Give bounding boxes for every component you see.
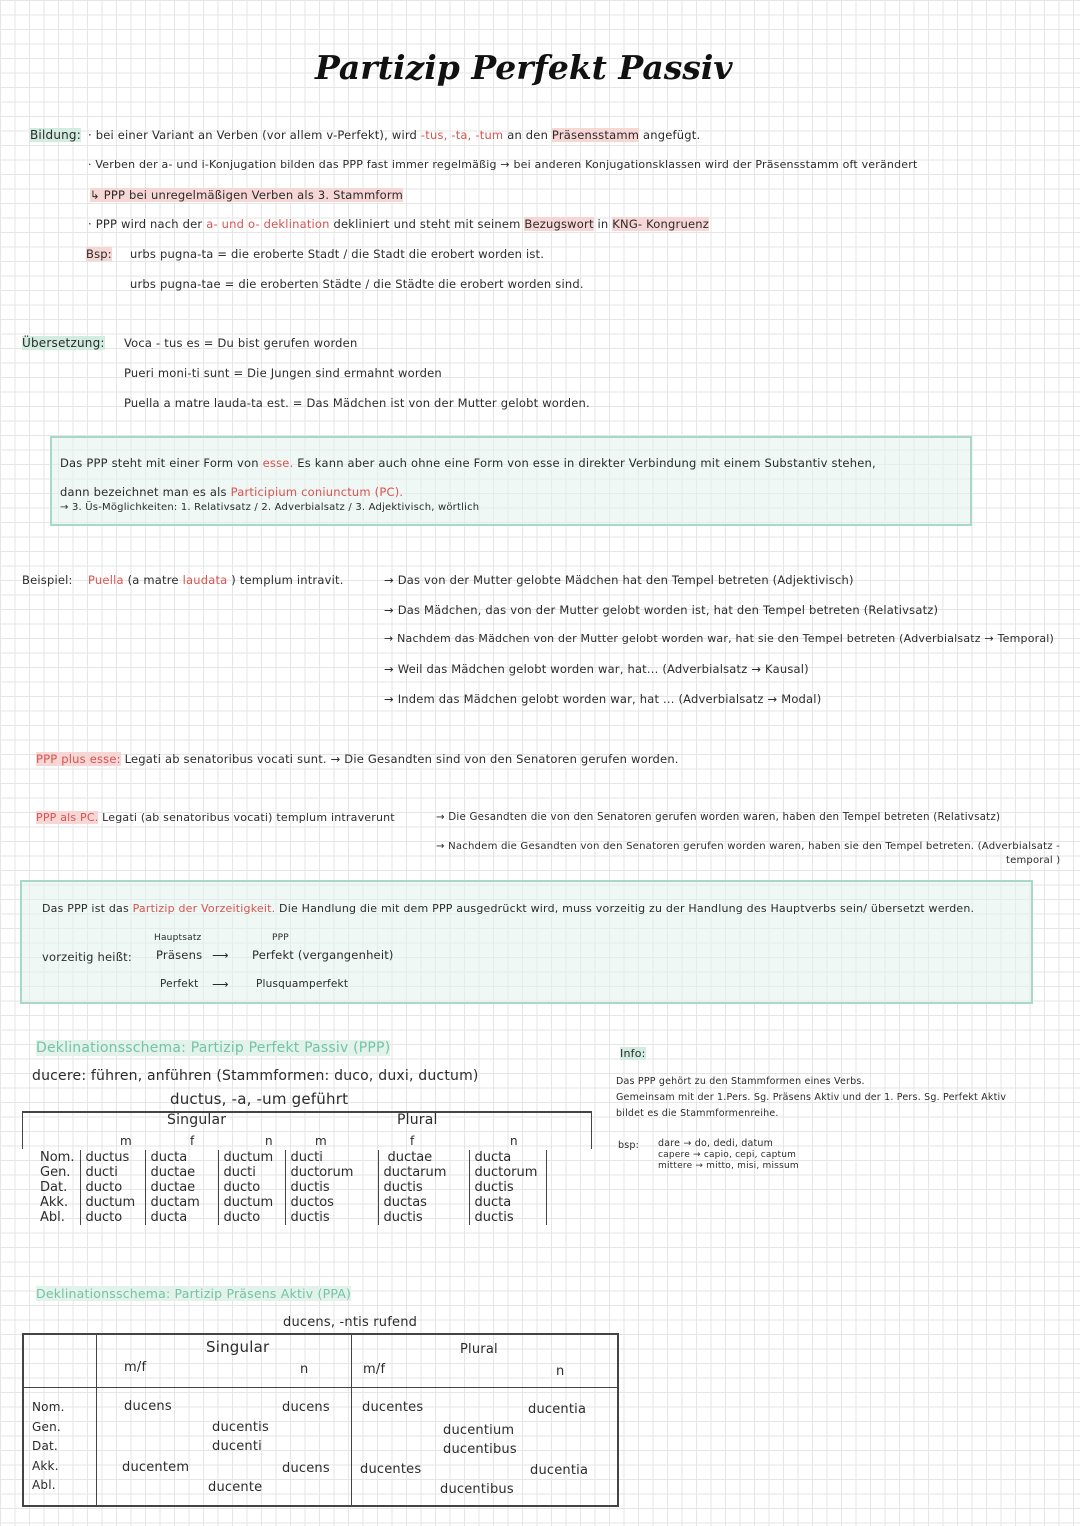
- table-cell: ductorum: [470, 1165, 547, 1180]
- bsp-label: Bsp:: [86, 247, 112, 261]
- beispiel-rest: ) templum intravit.: [231, 573, 344, 587]
- bildung-line4-d: Bezugswort: [524, 217, 594, 231]
- bildung-ex1: urbs pugna-ta = die eroberte Stadt / die Stadt die erobert worden ist.: [130, 247, 545, 261]
- table-cell: ductis: [286, 1210, 379, 1225]
- table-row: [36, 1180, 547, 1195]
- ppp-table-header: [22, 1111, 592, 1149]
- table-cell: ducto: [81, 1210, 146, 1225]
- bildung-line4-a: · PPP wird nach der: [88, 217, 203, 231]
- table-row: [36, 1210, 547, 1225]
- ppp-pc-line: [36, 811, 395, 824]
- info-e3: mittere → mitto, misi, missum: [658, 1161, 799, 1171]
- table-cell: ducti: [81, 1165, 146, 1180]
- table-row: [36, 1195, 547, 1210]
- pc-box-line1: [60, 456, 876, 470]
- beispiel-t1: → Das von der Mutter gelobte Mädchen hat den Tempel betreten (Adjektivisch): [384, 573, 854, 587]
- beispiel-laudata: laudata: [182, 573, 228, 587]
- uebersetzung-l1: Voca - tus es = Du bist gerufen worden: [124, 336, 358, 350]
- ppa-mf-pl: m/f: [363, 1362, 386, 1377]
- ppa-nom-sg-n: ducens: [282, 1400, 330, 1415]
- table-cell: ductae: [379, 1150, 470, 1165]
- ppa-dat-sg: ducenti: [212, 1439, 262, 1454]
- bildung-line4-b: a- und o- deklination: [206, 217, 330, 231]
- ppa-abl-sg: ducente: [208, 1480, 263, 1495]
- ppp-g-m1: m: [120, 1134, 132, 1148]
- uebersetzung-l3: Puella a matre lauda-ta est. = Das Mädchen ist von der Mutter gelobt worden.: [124, 396, 590, 410]
- bildung-line3: [90, 188, 403, 202]
- case-label: Dat.: [36, 1180, 81, 1195]
- case-label: Abl.: [36, 1210, 81, 1225]
- info-label: Info:: [620, 1047, 646, 1060]
- pc-box-line3: → 3. Üs-Möglichkeiten: 1. Relativsatz / 2. Adverbialsatz / 3. Adjektivisch, wörtlich: [60, 502, 480, 513]
- pc-info-box: [50, 436, 972, 526]
- ppa-cases: [32, 1398, 72, 1496]
- bildung-line4-c: dekliniert und steht mit seinem: [333, 217, 521, 231]
- beispiel-t2: → Das Mädchen, das von der Mutter gelobt worden ist, hat den Tempel betreten (Relativsatz): [384, 603, 939, 617]
- case-label: Abl.: [32, 1478, 56, 1492]
- table-cell: ducta: [146, 1150, 219, 1165]
- ppp-esse-label: PPP plus esse:: [36, 752, 121, 766]
- pc-box-l1a: Das PPP steht mit einer Form von: [60, 456, 259, 470]
- ppa-akk-sg-n: ducens: [282, 1461, 330, 1476]
- info-bsp: bsp:: [618, 1140, 640, 1151]
- vorzeitigkeit-box: [20, 880, 1033, 1004]
- ppa-nom-pl-n: ducentia: [528, 1402, 587, 1417]
- beispiel-latin: [88, 573, 344, 587]
- table-cell: ducta: [470, 1195, 547, 1210]
- bildung-line3-text: ↳ PPP bei unregelmäßigen Verben als 3. Stammform: [90, 188, 403, 202]
- pc-box-l1c: Es kann aber auch ohne eine Form von esse in direkter Verbindung mit einem Substantiv stehen,: [297, 456, 876, 470]
- table-cell: ductum: [219, 1150, 286, 1165]
- pc-box-l2a: dann bezeichnet man es als: [60, 485, 227, 499]
- case-label: Nom.: [36, 1150, 81, 1165]
- ppp-g-f1: f: [190, 1134, 195, 1148]
- vz-perfekt-v: Perfekt (vergangenheit): [252, 948, 394, 962]
- vz-arrow1: ⟶: [212, 948, 229, 962]
- ppa-singular: Singular: [206, 1338, 270, 1356]
- table-cell: ductis: [379, 1180, 470, 1195]
- table-cell: ductarum: [379, 1165, 470, 1180]
- table-cell: ducti: [286, 1150, 379, 1165]
- bildung-stamm: Präsensstamm: [551, 128, 640, 142]
- info-e2: capere → capio, cepi, captum: [658, 1150, 797, 1160]
- ppp-verb: ducere: führen, anführen (Stammformen: duco, duxi, ductum): [32, 1068, 479, 1084]
- vz-perfekt: Perfekt: [160, 978, 199, 990]
- bildung-line4: [88, 217, 709, 231]
- ppa-header-divider: [24, 1387, 617, 1388]
- vz-arrow2: ⟶: [212, 977, 229, 991]
- table-cell: ducta: [470, 1150, 547, 1165]
- table-cell: ducta: [146, 1210, 219, 1225]
- ppp-esse-text: Legati ab senatoribus vocati sunt. → Die Gesandten sind von den Senatoren gerufen worden.: [124, 752, 679, 766]
- vz-line1: [42, 902, 974, 915]
- ppa-col-divider: [96, 1335, 97, 1505]
- vz-plusq: Plusquamperfekt: [256, 978, 349, 990]
- ppa-plural: Plural: [460, 1342, 498, 1357]
- case-label: Gen.: [36, 1165, 81, 1180]
- uebersetzung-l2: Pueri moni-ti sunt = Die Jungen sind ermahnt worden: [124, 366, 442, 380]
- ppp-table-title: Deklinationsschema: Partizip Perfekt Passiv (PPP): [36, 1040, 391, 1056]
- table-cell: ductos: [286, 1195, 379, 1210]
- vz-partizip: Partizip der Vorzeitigkeit.: [132, 902, 276, 915]
- ppa-nom-sg-mf: ducens: [124, 1399, 172, 1414]
- page-title: Partizip Perfekt Passiv: [315, 48, 733, 87]
- table-cell: ducto: [219, 1210, 286, 1225]
- vz-l1c: Die Handlung die mit dem PPP ausgedrückt wird, muss vorzeitig zu der Handlung des Hauptverbs sein/ übersetzt werden.: [279, 902, 975, 915]
- vz-ppp: PPP: [272, 933, 289, 943]
- table-cell: ductis: [379, 1210, 470, 1225]
- ppp-esse: [36, 752, 679, 766]
- table-row: [36, 1150, 547, 1165]
- ppa-akk-pl-n: ducentia: [530, 1463, 589, 1478]
- vz-heisst: vorzeitig heißt:: [42, 950, 132, 964]
- case-label: Akk.: [36, 1195, 81, 1210]
- ppp-form: ductus, -a, -um geführt: [170, 1090, 349, 1108]
- pc-box-line2: [60, 485, 403, 499]
- bildung-label: Bildung:: [30, 128, 81, 142]
- ppp-singular: Singular: [167, 1112, 227, 1128]
- bildung-line1: [88, 128, 700, 142]
- table-cell: ductus: [81, 1150, 146, 1165]
- table-cell: ductam: [146, 1195, 219, 1210]
- table-cell: ductis: [470, 1180, 547, 1195]
- bildung-line1-an: an den: [507, 128, 549, 142]
- table-cell: ducti: [219, 1165, 286, 1180]
- ppa-mf-sg: m/f: [124, 1360, 147, 1375]
- ppa-table-title: Deklinationsschema: Partizip Präsens Aktiv (PPA): [36, 1286, 352, 1301]
- bildung-suffix: -tus, -ta, -tum: [420, 128, 504, 142]
- bildung-line2: · Verben der a- und i-Konjugation bilden das PPP fast immer regelmäßig → bei anderen Konjugationsklassen wird der Präsensstamm oft verändert: [88, 158, 918, 171]
- bildung-ex2: urbs pugna-tae = die eroberten Städte / die Städte die erobert worden sind.: [130, 277, 584, 291]
- table-cell: ductum: [81, 1195, 146, 1210]
- ppp-g-n2: n: [510, 1134, 518, 1148]
- vz-praesens: Präsens: [156, 948, 203, 962]
- ppa-gen-pl: ducentium: [443, 1423, 515, 1438]
- info-l3: bildet es die Stammformenreihe.: [616, 1108, 779, 1119]
- beispiel-t3: → Nachdem das Mädchen von der Mutter gelobt worden war, hat sie den Tempel betreten (Adverbialsatz → Temporal): [384, 632, 1055, 645]
- info-l1: Das PPP gehört zu den Stammformen eines Verbs.: [616, 1076, 865, 1087]
- ppa-form: ducens, -ntis rufend: [283, 1315, 418, 1330]
- info-l2: Gemeinsam mit der 1.Pers. Sg. Präsens Aktiv und der 1. Pers. Sg. Perfekt Aktiv: [616, 1092, 1007, 1103]
- ppa-akk-sg-mf: ducentem: [122, 1460, 190, 1475]
- info-e1: dare → do, dedi, datum: [658, 1138, 774, 1149]
- ppa-gen-sg: ducentis: [212, 1420, 269, 1435]
- beispiel-label: Beispiel:: [22, 573, 73, 587]
- bildung-line4-f: KNG- Kongruenz: [612, 217, 709, 231]
- case-label: Gen.: [32, 1419, 61, 1434]
- beispiel-puella: Puella: [88, 573, 124, 587]
- uebersetzung-label: Übersetzung:: [22, 336, 105, 350]
- beispiel-a-matre: (a matre: [127, 573, 179, 587]
- table-cell: ductum: [219, 1195, 286, 1210]
- ppa-n-sg: n: [300, 1362, 309, 1377]
- bildung-line1-end: angefügt.: [643, 128, 701, 142]
- ppa-nom-pl-mf: ducentes: [362, 1400, 424, 1415]
- vz-hauptsatz: Hauptsatz: [154, 933, 202, 943]
- case-label: Dat.: [32, 1439, 58, 1453]
- pc-box-pc: Participium coniunctum (PC).: [230, 485, 404, 499]
- table-cell: ducto: [219, 1180, 286, 1195]
- ppp-pc-t3: temporal ): [1006, 855, 1061, 866]
- beispiel-t4: → Weil das Mädchen gelobt worden war, hat... (Adverbialsatz → Kausal): [384, 662, 809, 676]
- ppa-n-pl: n: [556, 1364, 565, 1379]
- table-cell: ductorum: [286, 1165, 379, 1180]
- table-cell: ductae: [146, 1165, 219, 1180]
- table-cell: ductas: [379, 1195, 470, 1210]
- ppp-g-f2: f: [410, 1134, 415, 1148]
- case-label: Akk.: [32, 1458, 59, 1473]
- ppp-table: [36, 1150, 547, 1225]
- bildung-line1-text: · bei einer Variant an Verben (vor allem v-Perfekt), wird: [88, 128, 418, 142]
- table-cell: ductis: [470, 1210, 547, 1225]
- table-cell: ducto: [81, 1180, 146, 1195]
- ppp-plural: Plural: [397, 1112, 438, 1128]
- vz-l1a: Das PPP ist das: [42, 902, 129, 915]
- ppa-dat-pl: ducentibus: [443, 1442, 517, 1457]
- table-row: [36, 1165, 547, 1180]
- ppp-g-n1: n: [265, 1134, 273, 1148]
- pc-box-esse: esse.: [262, 456, 294, 470]
- ppp-pc-latin: Legati (ab senatoribus vocati) templum intraverunt: [102, 811, 395, 824]
- ppp-g-m2: m: [315, 1134, 327, 1148]
- ppa-number-divider: [351, 1335, 352, 1505]
- table-cell: ductis: [286, 1180, 379, 1195]
- ppa-table: [22, 1333, 619, 1507]
- ppa-abl-pl: ducentibus: [440, 1482, 514, 1497]
- case-label: Nom.: [32, 1400, 65, 1414]
- bildung-line4-e: in: [597, 217, 609, 231]
- table-cell: ductae: [146, 1180, 219, 1195]
- ppp-pc-label: PPP als PC.: [36, 811, 99, 824]
- ppp-pc-t1: → Die Gesandten die von den Senatoren gerufen worden waren, haben den Tempel betreten (Relativsatz): [436, 811, 1001, 823]
- ppa-akk-pl-mf: ducentes: [360, 1462, 422, 1477]
- beispiel-t5: → Indem das Mädchen gelobt worden war, hat ... (Adverbialsatz → Modal): [384, 692, 822, 706]
- ppp-pc-t2: → Nachdem die Gesandten von den Senatoren gerufen worden waren, haben sie den Tempel betreten. (Adverbialsatz -: [436, 841, 1060, 852]
